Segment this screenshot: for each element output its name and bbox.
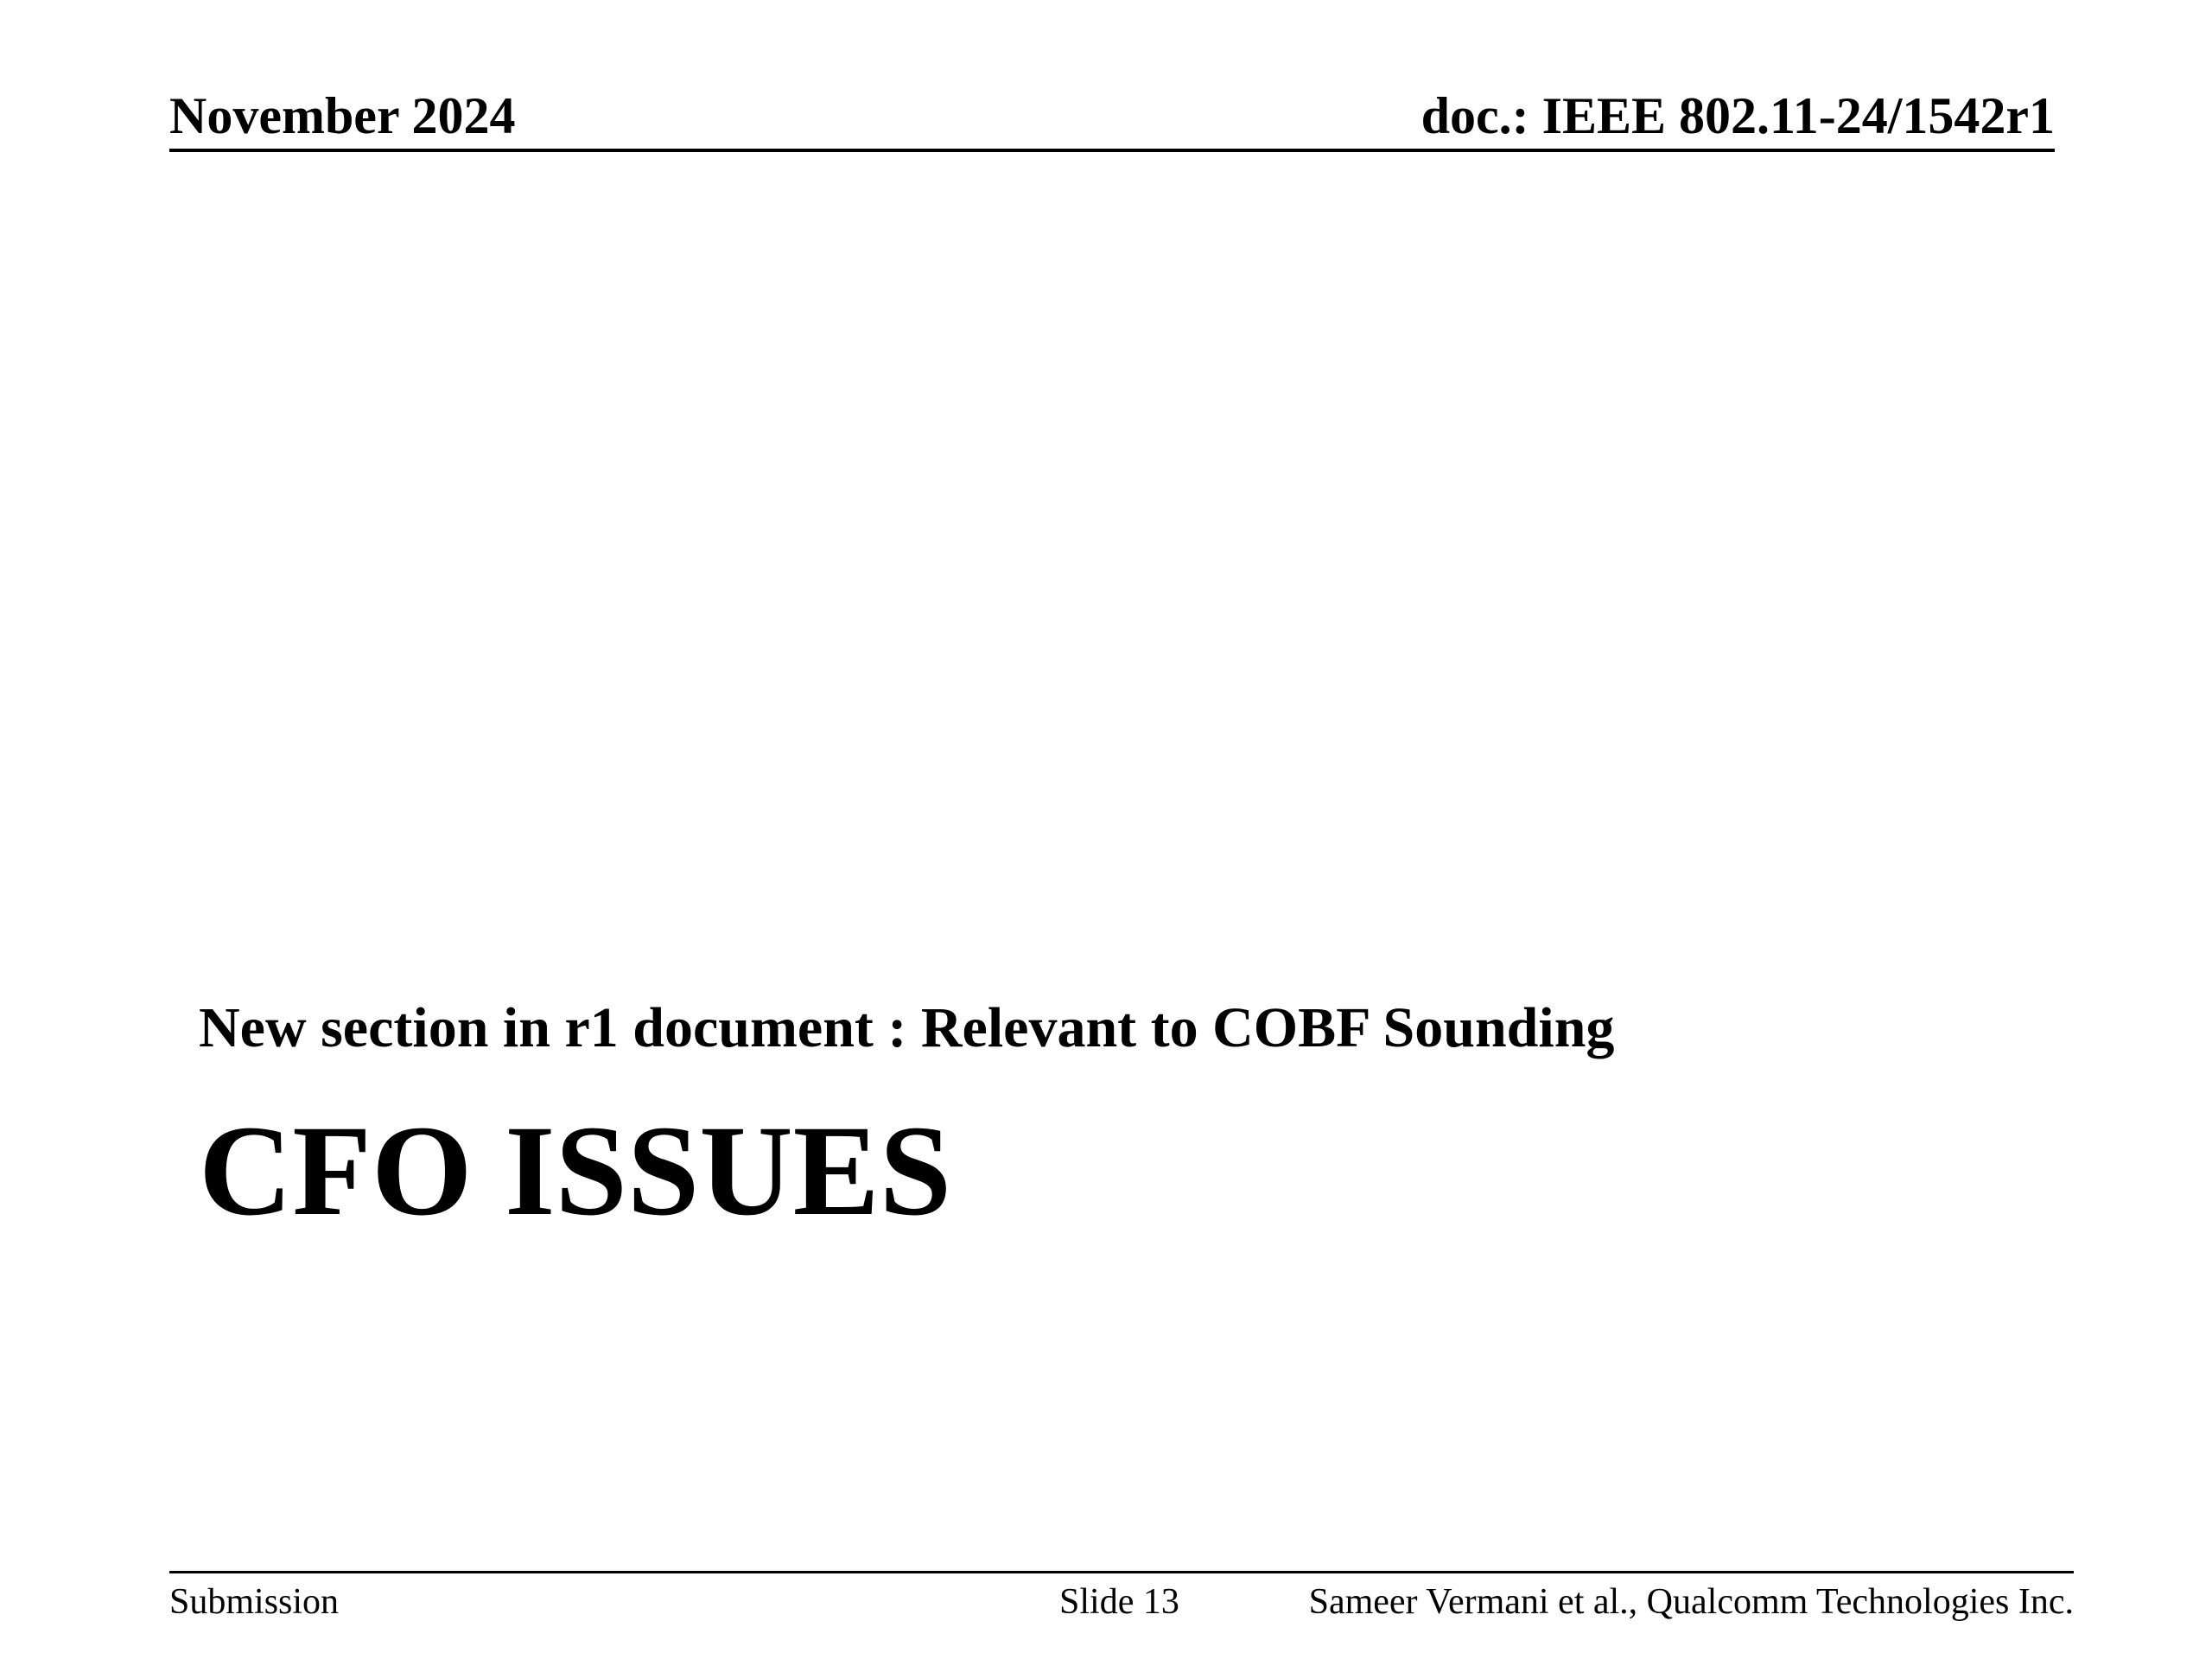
header-doc-id: doc.: IEEE 802.11-24/1542r1 bbox=[1421, 87, 2055, 144]
footer-author: Sameer Vermani et al., Qualcomm Technologies Inc. bbox=[1308, 1582, 2074, 1622]
header-date: November 2024 bbox=[169, 87, 516, 144]
slide-footer bbox=[169, 1571, 2074, 1625]
section-title: CFO ISSUES bbox=[199, 1099, 952, 1243]
section-subtitle: New section in r1 document : Relevant to COBF Sounding bbox=[199, 996, 1615, 1059]
footer-submission: Submission bbox=[169, 1582, 340, 1622]
footer-slide-number: Slide 13 bbox=[1059, 1582, 1179, 1622]
slide-header bbox=[169, 83, 2055, 152]
